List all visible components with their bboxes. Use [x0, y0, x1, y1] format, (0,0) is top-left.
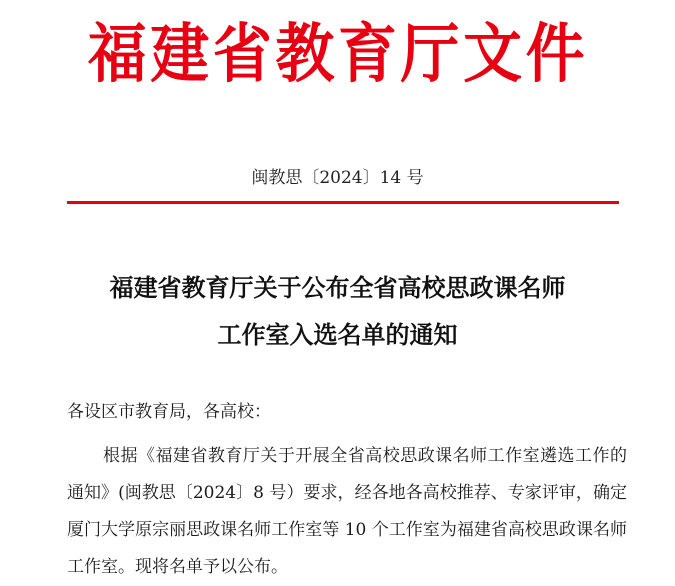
document-number: 闽教思〔2024〕14 号: [251, 168, 424, 188]
body-paragraph: 根据《福建省教育厅关于开展全省高校思政课名师工作室遴选工作的通知》(闽教思〔2024〕8 号）要求，经各地各高校推荐、专家评审，确定厦门大学原宗丽思政课名师工作室等 10 个工作室为福建省高校思政课名师工作室。现将名单予以公布。: [67, 446, 627, 577]
notice-title-line-2: 工作室入选名单的通知: [217, 321, 458, 349]
issuer-title: 福建省教育厅文件: [87, 17, 588, 92]
document-header: [0, 6, 675, 106]
salutation: 各设区市教育局，各高校：: [67, 402, 271, 422]
notice-title-line-1: 福建省教育厅关于公布全省高校思政课名师: [109, 274, 566, 302]
red-divider-line: [67, 201, 619, 204]
